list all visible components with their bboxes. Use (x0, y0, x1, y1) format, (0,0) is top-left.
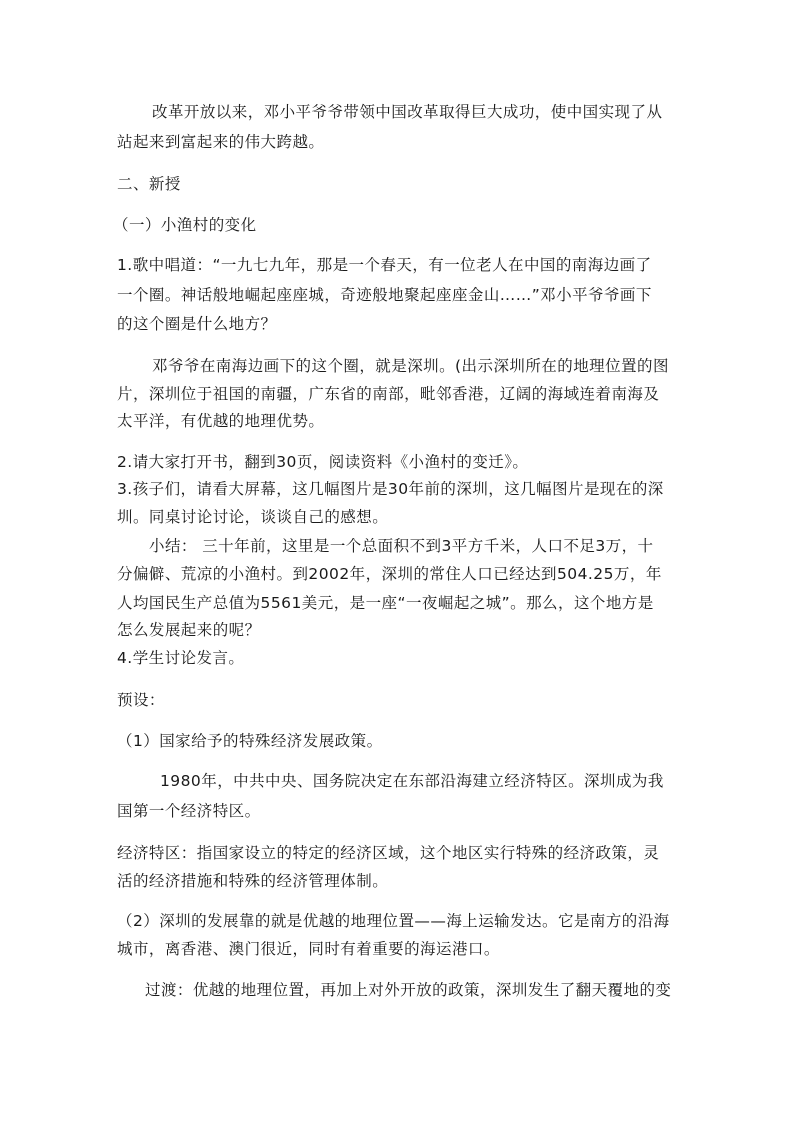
text-line: 的这个圈是什么地方？ (117, 315, 277, 333)
text-line: 1.歌中唱道：“一九七九年，那是一个春天，有一位老人在中国的南海边画了 (117, 256, 652, 274)
text-line: 1980年，中共中央、国务院决定在东部沿海建立经济特区。深圳成为我 (160, 772, 664, 790)
text-line: （2）深圳的发展靠的就是优越的地理位置——海上运输发达。它是南方的沿海 (117, 912, 670, 930)
text-line: 改革开放以来，邓小平爷爷带领中国改革取得巨大成功，使中国实现了从 (152, 103, 663, 121)
text-line: 圳。同桌讨论讨论，谈谈自己的感想。 (117, 508, 389, 526)
text-line: 一个圈。神话般地崛起座座城，奇迹般地聚起座座金山……”邓小平爷爷画下 (117, 286, 652, 304)
text-line: 站起来到富起来的伟大跨越。 (117, 133, 325, 151)
text-line: 过渡：优越的地理位置，再加上对外开放的政策，深圳发生了翻天覆地的变 (145, 981, 672, 999)
text-line: 活的经济措施和特殊的经济管理体制。 (117, 872, 389, 890)
text-line: 分偏僻、荒凉的小渔村。到2002年，深圳的常住人口已经达到504.25万，年 (117, 565, 662, 583)
text-line: （1）国家给予的特殊经济发展政策。 (117, 732, 383, 750)
text-line: 4.学生讨论发言。 (117, 649, 245, 667)
text-line: 人均国民生产总值为5561美元，是一座“一夜崛起之城”。那么，这个地方是 (117, 594, 654, 612)
text-line: 邓爷爷在南海边画下的这个圈，就是深圳。(出示深圳所在的地理位置的图 (152, 357, 669, 375)
text-line: 2.请大家打开书，翻到30页，阅读资料《小渔村的变迁》。 (117, 453, 529, 471)
subsection-heading: （一）小渔村的变化 (113, 216, 257, 234)
text-line: 城市，离香港、澳门很近，同时有着重要的海运港口。 (117, 940, 500, 958)
text-line: 预设： (117, 691, 165, 709)
text-line: 经济特区：指国家设立的特定的经济区域，这个地区实行特殊的经济政策，灵 (117, 844, 660, 862)
text-line: 国第一个经济特区。 (117, 802, 261, 820)
text-line: 怎么发展起来的呢？ (117, 621, 261, 639)
text-line: 太平洋，有优越的地理优势。 (117, 412, 325, 430)
section-heading: 二、新授 (117, 175, 181, 193)
text-line: 3.孩子们，请看大屏幕，这几幅图片是30年前的深圳，这几幅图片是现在的深 (117, 480, 664, 498)
text-line: 小结： 三十年前，这里是一个总面积不到3平方千米，人口不足3万，十 (149, 537, 654, 555)
text-line: 片，深圳位于祖国的南疆，广东省的南部，毗邻香港，辽阔的海域连着南海及 (117, 385, 660, 403)
